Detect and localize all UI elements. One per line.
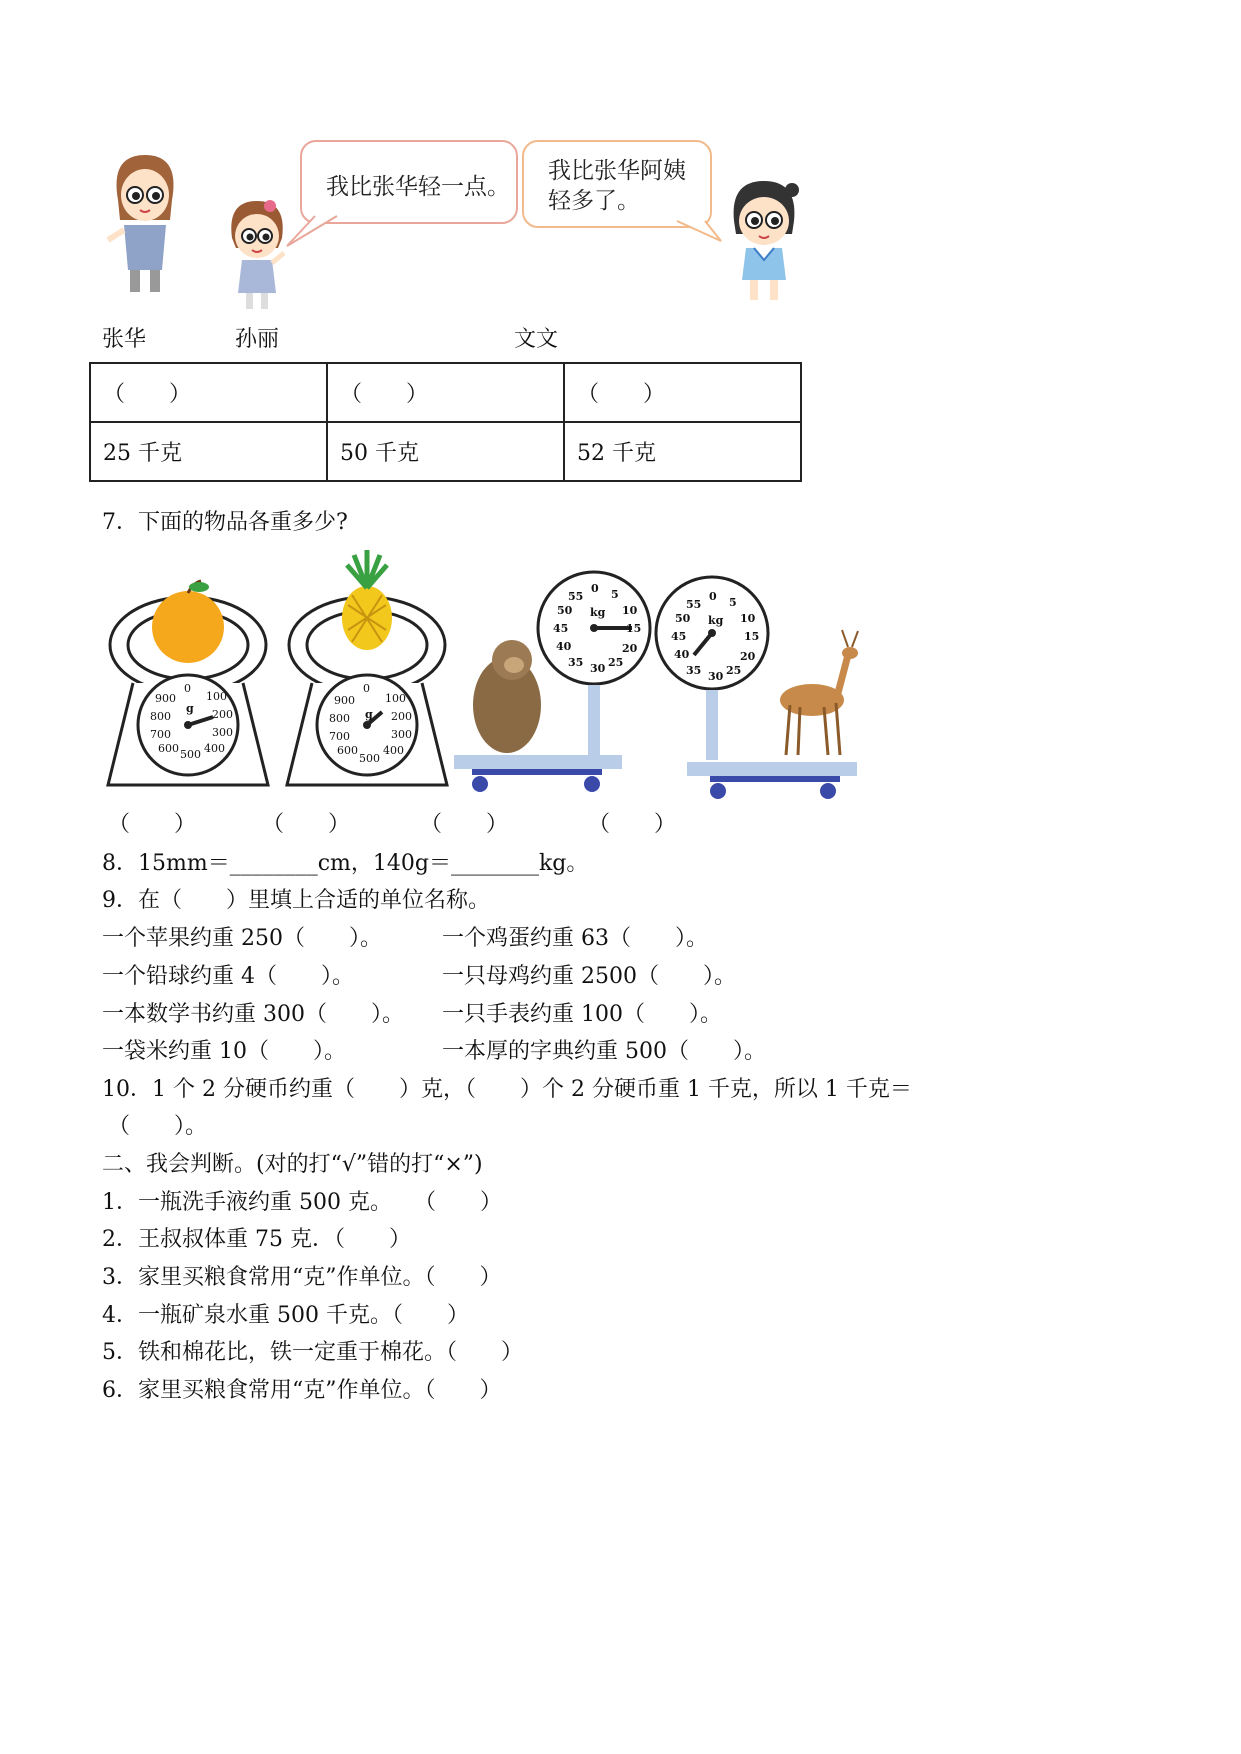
name-wenwen: 文文 <box>514 327 559 352</box>
tick-label: 700 <box>329 730 350 743</box>
judge-item-1: 1．一瓶洗手液约重 500 克。 （ ） <box>102 1190 502 1215</box>
tick-label: 400 <box>383 744 404 757</box>
judge-item-2: 2．王叔叔体重 75 克．（ ） <box>102 1227 411 1252</box>
q9-left-1: 一个苹果约重 250（ ）。 <box>102 926 382 951</box>
answer-blank[interactable]: （ ） <box>90 363 327 422</box>
tick-label: 20 <box>622 642 638 655</box>
sunli-figure <box>222 198 292 313</box>
judge-item-6: 6．家里买粮食常用“克”作单位。（ ） <box>102 1378 502 1403</box>
wenwen-speech-line2: 轻多了。 <box>548 188 640 214</box>
wenwen-speech-line1: 我比张华阿姨 <box>548 158 686 184</box>
tick-label: 35 <box>568 656 584 669</box>
weight-value: 25 千克 <box>90 422 327 481</box>
tick-label: 45 <box>553 622 569 635</box>
q7-title: 7．下面的物品各重多少? <box>102 510 348 535</box>
tick-label: 45 <box>671 630 687 643</box>
q7-answer-blank-1[interactable]: （ ） <box>108 812 197 837</box>
q9-left-3: 一本数学书约重 300（ ）。 <box>102 1002 404 1027</box>
tick-label: 25 <box>608 656 624 669</box>
q10-line1: 10．1 个 2 分硬币约重（ ）克，（ ）个 2 分硬币重 1 千克，所以 1 千克＝ <box>102 1077 912 1102</box>
orange-icon <box>152 581 224 663</box>
tick-label: 200 <box>212 708 233 721</box>
tick-label: 5 <box>611 588 619 601</box>
name-sunli: 孙丽 <box>235 327 280 352</box>
tick-label: 300 <box>212 726 233 739</box>
tick-label: 900 <box>334 694 355 707</box>
weight-table <box>89 362 802 482</box>
tick-label: 0 <box>709 590 717 603</box>
monkey-icon <box>473 640 541 753</box>
tick-label: 800 <box>150 710 171 723</box>
q9-right-3: 一只手表约重 100（ ）。 <box>442 1002 722 1027</box>
q8-text: 8．15mm＝________cm，140g＝________kg。 <box>102 851 589 876</box>
tick-label: 800 <box>329 712 350 725</box>
section2-title: 二、我会判断。(对的打“√”错的打“×”) <box>102 1152 483 1177</box>
gram-unit: g <box>186 702 194 715</box>
table-row <box>90 422 801 481</box>
tick-label: 25 <box>726 664 742 677</box>
tick-label: 0 <box>184 682 191 695</box>
gram-unit: g <box>365 708 373 721</box>
q7-answer-blank-3[interactable]: （ ） <box>420 812 509 837</box>
tick-label: 900 <box>155 692 176 705</box>
q7-answer-blank-4[interactable]: （ ） <box>588 812 677 837</box>
wenwen-figure <box>722 176 807 306</box>
weight-value: 52 千克 <box>564 422 801 481</box>
sunli-speech-text: 我比张华轻一点。 <box>326 174 510 200</box>
q9-title: 9．在（ ）里填上合适的单位名称。 <box>102 888 490 913</box>
weight-value: 50 千克 <box>327 422 564 481</box>
tick-label: 200 <box>391 710 412 723</box>
answer-blank[interactable]: （ ） <box>327 363 564 422</box>
tick-label: 100 <box>385 692 406 705</box>
judge-item-4: 4．一瓶矿泉水重 500 千克。（ ） <box>102 1303 469 1328</box>
tick-label: 30 <box>590 662 606 675</box>
q7-answer-blank-2[interactable]: （ ） <box>262 812 351 837</box>
table-row <box>90 363 801 422</box>
sunli-speech-bubble <box>300 140 518 224</box>
q9-right-2: 一只母鸡约重 2500（ ）。 <box>442 964 736 989</box>
tick-label: 40 <box>556 640 572 653</box>
wenwen-bubble-tail <box>675 219 725 244</box>
tick-label: 50 <box>675 612 691 625</box>
tick-label: 20 <box>740 650 756 663</box>
name-zhanghua: 张华 <box>102 327 147 352</box>
tick-label: 100 <box>206 690 227 703</box>
tick-label: 10 <box>740 612 756 625</box>
tick-label: 55 <box>686 598 702 611</box>
tick-label: 400 <box>204 742 225 755</box>
judge-item-3: 3．家里买粮食常用“克”作单位。（ ） <box>102 1265 502 1290</box>
q9-right-1: 一个鸡蛋约重 63（ ）。 <box>442 926 708 951</box>
tick-label: 55 <box>568 590 584 603</box>
tick-label: 10 <box>622 604 638 617</box>
tick-label: 600 <box>158 742 179 755</box>
tick-label: 0 <box>363 682 370 695</box>
tick-label: 500 <box>359 752 380 765</box>
tick-label: 700 <box>150 728 171 741</box>
tick-label: 15 <box>626 622 642 635</box>
deer-icon <box>780 630 858 755</box>
tick-label: 600 <box>337 744 358 757</box>
judge-item-5: 5．铁和棉花比，铁一定重于棉花。（ ） <box>102 1340 523 1365</box>
kg-unit: kg <box>590 606 606 619</box>
tick-label: 35 <box>686 664 702 677</box>
tick-label: 50 <box>557 604 573 617</box>
tick-label: 300 <box>391 728 412 741</box>
q10-line2: （ ）。 <box>108 1114 208 1139</box>
answer-blank[interactable]: （ ） <box>564 363 801 422</box>
q9-left-4: 一袋米约重 10（ ）。 <box>102 1039 346 1064</box>
sunli-bubble-tail <box>285 214 345 250</box>
q9-left-2: 一个铅球约重 4（ ）。 <box>102 964 354 989</box>
tick-label: 0 <box>591 582 599 595</box>
tick-label: 40 <box>674 648 690 661</box>
tick-label: 15 <box>744 630 760 643</box>
wenwen-speech-bubble <box>522 140 712 228</box>
zhanghua-figure <box>100 150 190 300</box>
tick-label: 500 <box>180 748 201 761</box>
kg-unit: kg <box>708 614 724 627</box>
q9-right-4: 一本厚的字典约重 500（ ）。 <box>442 1039 766 1064</box>
pineapple-icon <box>342 550 392 650</box>
kg-scale-deer <box>652 575 862 800</box>
tick-label: 30 <box>708 670 724 683</box>
tick-label: 5 <box>729 596 737 609</box>
